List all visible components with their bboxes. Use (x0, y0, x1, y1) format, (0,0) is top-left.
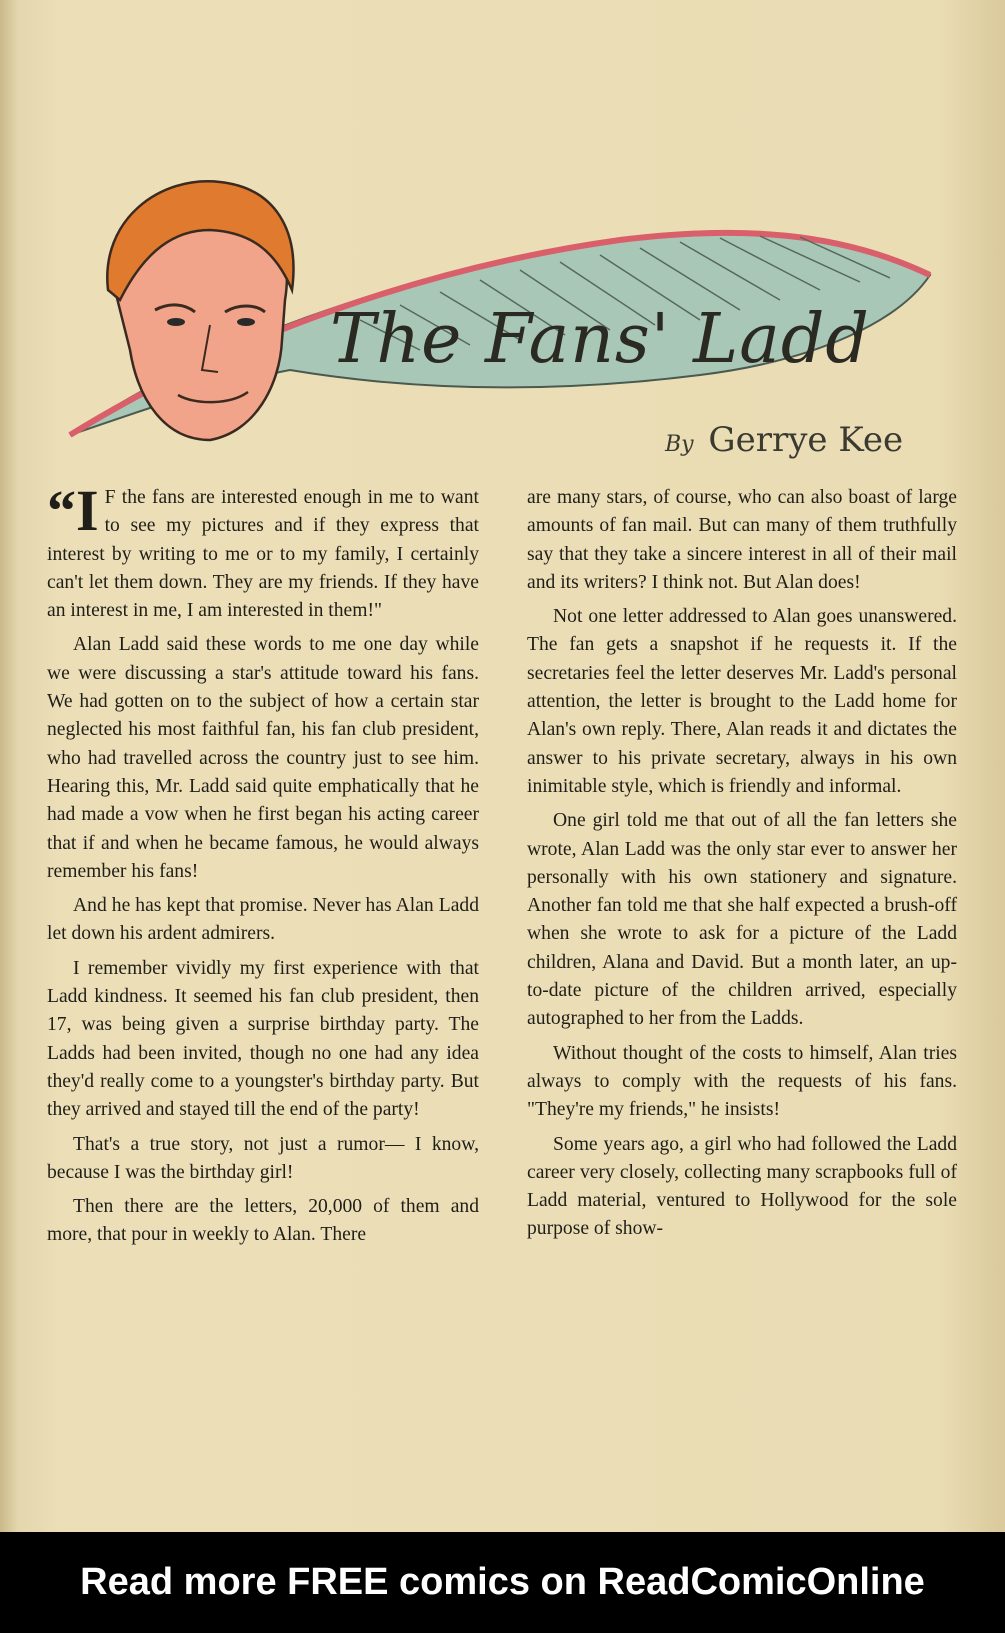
byline-prefix: By (665, 432, 694, 457)
left-column (47, 478, 479, 1256)
paragraph: One girl told me that out of all the fan letters she wrote, Alan Ladd was the only star ever to answer her personally with his own stationery and signature. Another fan told me that she half expected a brush-off when she wrote to ask for a picture of the Ladd children, Alana and David. But a month later, an up-to-date picture of the children arrived, especially autographed to her from the Ladds. (527, 810, 957, 1030)
right-column (527, 484, 957, 1250)
paragraph: And he has kept that promise. Never has Alan Ladd let down his ardent admirers. (47, 895, 479, 945)
paragraph: Without thought of the costs to himself, Alan tries always to comply with the requests of his fans. "They're my friends," he insists! (527, 1042, 957, 1121)
paragraph: Some years ago, a girl who had followed the Ladd career very closely, collecting many scrapbooks full of Ladd material, ventured to Hollywood for the sole purpose of show- (527, 1133, 957, 1240)
byline (665, 420, 903, 460)
drop-cap: “I (47, 478, 99, 543)
paragraph: Alan Ladd said these words to me one day while we were discussing a star's attitude toward his fans. We had gotten on to the subject of how a certain star neglected his most faithful fan, his fan club president, who had travelled across the country just to see him. Hearing this, Mr. Ladd said quite emphatically that he had made a vow when he first began his acting career that if and when he became famous, he would always remember his fans! (47, 634, 479, 882)
paragraph: That's a true story, not just a rumor— I know, because I was the birthday girl! (47, 1133, 479, 1183)
paragraph: “I F the fans are interested enough in me to want to see my pictures and if they express that interest by writing to me or to my family, I certainly can't let them down. They are my friends. If they have an interest in me, I am interested in them!" (47, 478, 479, 622)
footer-banner-link[interactable]: Read more FREE comics on ReadComicOnline (0, 1532, 1005, 1633)
byline-author: Gerrye Kee (708, 420, 904, 460)
paragraph: Then there are the letters, 20,000 of them and more, that pour in weekly to Alan. There (47, 1196, 479, 1246)
paragraph: Not one letter addressed to Alan goes unanswered. The fan gets a snapshot if he requests it. If the secretaries feel the letter deserves Mr. Ladd's personal attention, the letter is brought to the Ladd home for Alan's own reply. There, Alan reads it and dictates the answer to his private secretary, always in his own inimitable style, which is friendly and informal. (527, 606, 957, 797)
paragraph: I remember vividly my first experience with that Ladd kindness. It seemed his fan club president, then 17, was being given a surprise birthday party. The Ladds had been invited, though no one had any idea they'd really come to a youngster's birthday party. But they arrived and stayed till the end of the party! (47, 957, 479, 1121)
article-title: The Fans' Ladd (330, 300, 870, 379)
paragraph: are many stars, of course, who can also boast of large amounts of fan mail. But can many of them truthfully say that they take a sincere interest in all of their mail and its writers? I think not. But Alan does! (527, 487, 957, 593)
